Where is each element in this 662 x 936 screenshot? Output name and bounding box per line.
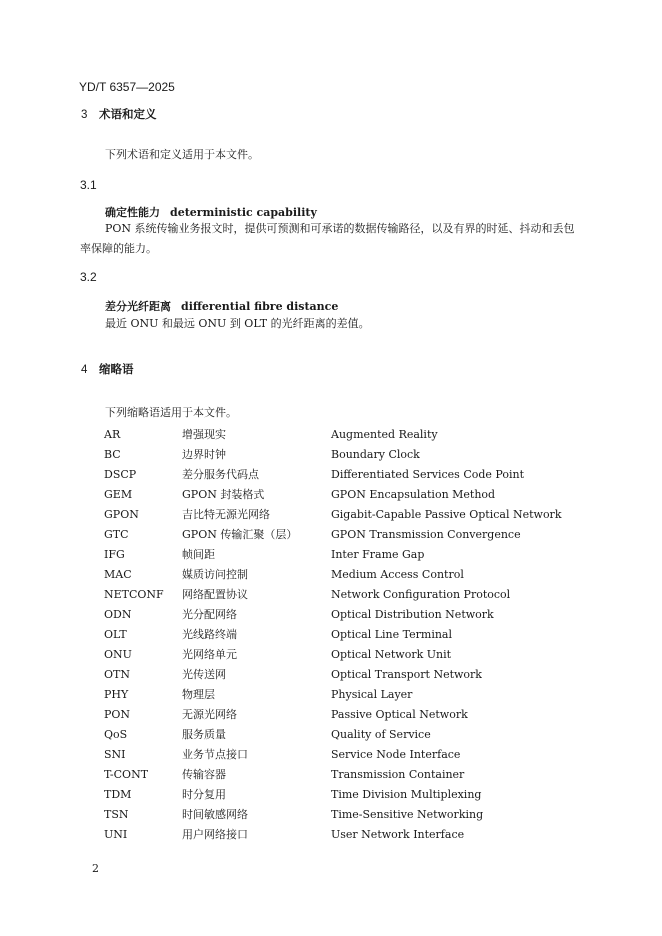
abbreviation: GPON bbox=[104, 508, 139, 521]
abbreviation-row bbox=[104, 785, 564, 805]
clause-3-1-term bbox=[105, 204, 317, 220]
abbreviation-en: Optical Network Unit bbox=[331, 648, 452, 661]
clause-3-2-number: 3.2 bbox=[80, 270, 97, 284]
section-3-title: 术语和定义 bbox=[99, 109, 157, 121]
abbreviation-en: GPON Transmission Convergence bbox=[331, 528, 521, 541]
abbreviation-zh: 差分服务代码点 bbox=[182, 468, 259, 481]
abbreviation-en: Time-Sensitive Networking bbox=[331, 808, 484, 821]
abbreviation-zh: 业务节点接口 bbox=[182, 748, 248, 761]
abbreviation: PON bbox=[104, 708, 131, 721]
section-4-title: 缩略语 bbox=[99, 364, 134, 376]
abbreviation-zh: 网络配置协议 bbox=[182, 588, 248, 601]
abbreviations-list bbox=[104, 425, 564, 845]
abbreviation-row bbox=[104, 705, 564, 725]
abbreviation: MAC bbox=[104, 568, 132, 581]
abbreviation-en: Medium Access Control bbox=[331, 568, 464, 581]
abbreviation-en: Gigabit-Capable Passive Optical Network bbox=[331, 508, 562, 521]
abbreviation-row bbox=[104, 665, 564, 685]
clause-3-2-term bbox=[105, 298, 338, 314]
abbreviation-row bbox=[104, 465, 564, 485]
abbreviation-en: Physical Layer bbox=[331, 688, 413, 701]
abbreviation: ODN bbox=[104, 608, 132, 621]
abbreviation-row bbox=[104, 745, 564, 765]
abbreviation: T-CONT bbox=[104, 768, 149, 781]
term-zh: 差分光纤距离 bbox=[105, 300, 171, 313]
abbreviation-zh: 光线路终端 bbox=[182, 628, 237, 641]
abbreviation: GTC bbox=[104, 528, 129, 541]
abbreviation-row bbox=[104, 565, 564, 585]
abbreviation: AR bbox=[104, 428, 121, 441]
term-en: differential fibre distance bbox=[181, 300, 339, 313]
abbreviation-zh: 边界时钟 bbox=[182, 448, 226, 461]
abbreviation-row bbox=[104, 545, 564, 565]
abbreviation-row bbox=[104, 685, 564, 705]
abbreviation-zh: 无源光网络 bbox=[182, 708, 237, 721]
abbreviation-en: Network Configuration Protocol bbox=[331, 588, 511, 601]
abbreviation-zh: GPON 封装格式 bbox=[182, 488, 265, 501]
abbreviation-zh: 增强现实 bbox=[182, 428, 226, 441]
abbreviation-row bbox=[104, 625, 564, 645]
abbreviation-en: Augmented Reality bbox=[331, 428, 438, 441]
abbreviation-zh: 媒质访问控制 bbox=[182, 568, 248, 581]
abbreviation: NETCONF bbox=[104, 588, 164, 601]
abbreviation-zh: 用户网络接口 bbox=[182, 828, 248, 841]
abbreviation-row bbox=[104, 645, 564, 665]
section-4-intro: 下列缩略语适用于本文件。 bbox=[105, 406, 237, 419]
abbreviation-row bbox=[104, 425, 564, 445]
clause-3-2-definition: 最近 ONU 和最远 ONU 到 OLT 的光纤距离的差值。 bbox=[105, 317, 370, 330]
abbreviation-row bbox=[104, 825, 564, 845]
abbreviation-en: GPON Encapsulation Method bbox=[331, 488, 496, 501]
abbreviation: QoS bbox=[104, 728, 128, 741]
abbreviation-zh: GPON 传输汇聚（层） bbox=[182, 528, 298, 541]
definition-line-2: 率保障的能力。 bbox=[80, 242, 157, 255]
abbreviation-row bbox=[104, 805, 564, 825]
abbreviation: OTN bbox=[104, 668, 130, 681]
definition-line-1: PON 系统传输业务报文时，提供可预测和可承诺的数据传输路径，以及有界的时延、抖动和丢包 bbox=[105, 222, 575, 235]
abbreviation-en: Optical Transport Network bbox=[331, 668, 482, 681]
abbreviation: TSN bbox=[104, 808, 129, 821]
section-4-heading bbox=[81, 361, 134, 377]
abbreviation: UNI bbox=[104, 828, 128, 841]
abbreviation-en: Transmission Container bbox=[331, 768, 465, 781]
abbreviation-en: Passive Optical Network bbox=[331, 708, 468, 721]
section-3-heading bbox=[81, 106, 157, 122]
abbreviation-en: Boundary Clock bbox=[331, 448, 420, 461]
abbreviation-en: Optical Line Terminal bbox=[331, 628, 453, 641]
term-zh: 确定性能力 bbox=[105, 206, 160, 219]
abbreviation: TDM bbox=[104, 788, 132, 801]
abbreviation: OLT bbox=[104, 628, 127, 641]
abbreviation-row bbox=[104, 585, 564, 605]
section-3-intro: 下列术语和定义适用于本文件。 bbox=[105, 148, 259, 161]
abbreviation-en: Service Node Interface bbox=[331, 748, 461, 761]
document-code: YD/T 6357—2025 bbox=[79, 80, 175, 94]
abbreviation-row bbox=[104, 505, 564, 525]
abbreviation: BC bbox=[104, 448, 121, 461]
abbreviation-row bbox=[104, 765, 564, 785]
term-en: deterministic capability bbox=[170, 206, 317, 219]
abbreviation-zh: 物理层 bbox=[182, 688, 215, 701]
abbreviation-row bbox=[104, 725, 564, 745]
abbreviation: PHY bbox=[104, 688, 129, 701]
abbreviation: SNI bbox=[104, 748, 126, 761]
abbreviation-zh: 服务质量 bbox=[182, 728, 226, 741]
abbreviation-row bbox=[104, 605, 564, 625]
abbreviation: IFG bbox=[104, 548, 125, 561]
section-4-number: 4 bbox=[81, 364, 88, 376]
abbreviation-zh: 光分配网络 bbox=[182, 608, 237, 621]
abbreviation-en: Quality of Service bbox=[331, 728, 431, 741]
abbreviation: GEM bbox=[104, 488, 133, 501]
clause-3-1-definition bbox=[80, 219, 610, 259]
abbreviation-en: User Network Interface bbox=[331, 828, 465, 841]
abbreviation-en: Optical Distribution Network bbox=[331, 608, 494, 621]
abbreviation-zh: 时分复用 bbox=[182, 788, 226, 801]
abbreviation-en: Time Division Multiplexing bbox=[331, 788, 482, 801]
abbreviation-row bbox=[104, 485, 564, 505]
abbreviation-zh: 光传送网 bbox=[182, 668, 226, 681]
abbreviation-en: Differentiated Services Code Point bbox=[331, 468, 525, 481]
abbreviation: DSCP bbox=[104, 468, 137, 481]
clause-3-1-number: 3.1 bbox=[80, 178, 97, 192]
abbreviation-zh: 吉比特无源光网络 bbox=[182, 508, 270, 521]
abbreviation-zh: 帧间距 bbox=[182, 548, 215, 561]
abbreviation-zh: 传输容器 bbox=[182, 768, 226, 781]
section-3-number: 3 bbox=[81, 109, 88, 121]
abbreviation-row bbox=[104, 445, 564, 465]
abbreviation: ONU bbox=[104, 648, 132, 661]
abbreviation-zh: 时间敏感网络 bbox=[182, 808, 248, 821]
abbreviation-row bbox=[104, 525, 564, 545]
page-number: 2 bbox=[92, 862, 99, 875]
abbreviation-zh: 光网络单元 bbox=[182, 648, 237, 661]
abbreviation-en: Inter Frame Gap bbox=[331, 548, 425, 561]
